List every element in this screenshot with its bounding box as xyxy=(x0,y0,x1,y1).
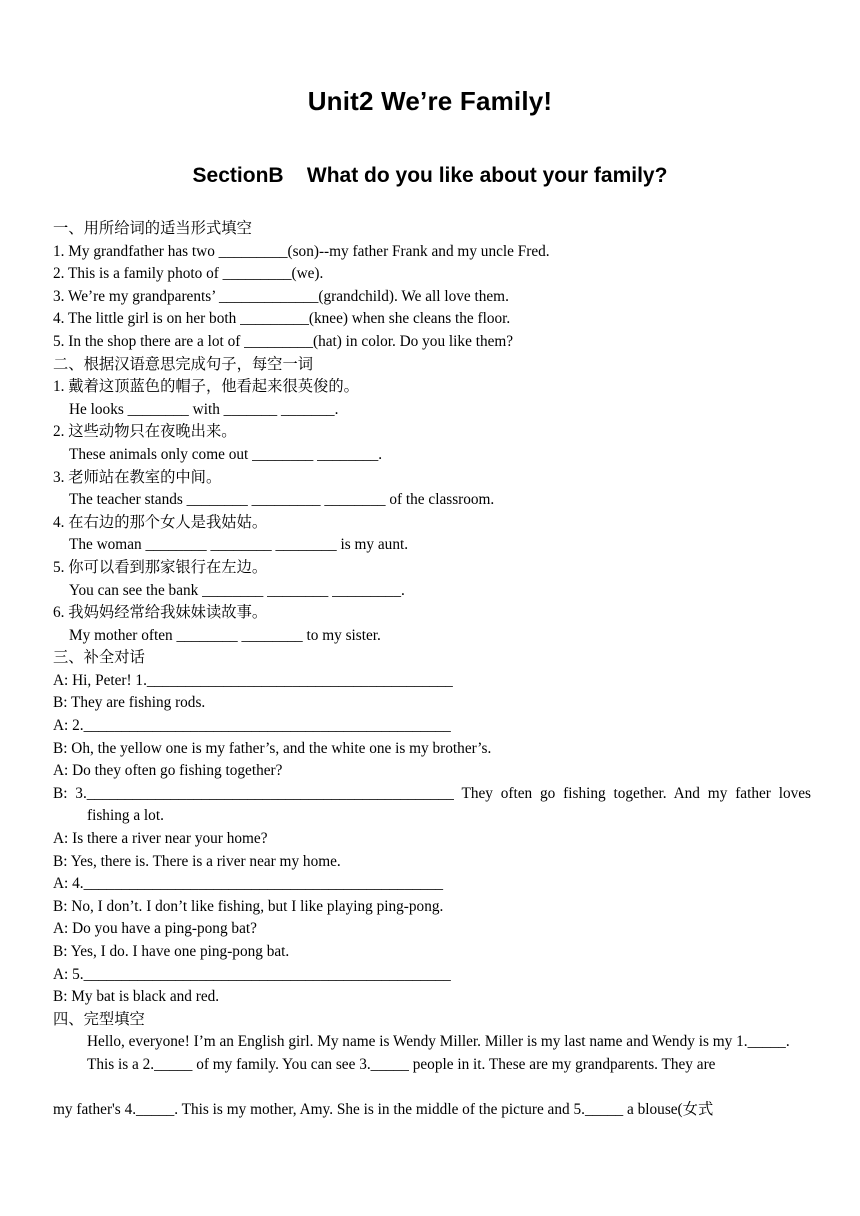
dialogue-line: A: 2.________________________________________________ xyxy=(53,717,451,735)
section1-item: 1. My grandfather has two _________(son)--my father Frank and my uncle Fred. xyxy=(53,242,550,260)
cloze-paragraph: This is a 2._____ of my family. You can see 3._____ people in it. These are my grandparents. They are xyxy=(87,1055,716,1073)
section2-item-cn: 5. 你可以看到那家银行在左边。 xyxy=(53,558,268,576)
dialogue-line: A: Hi, Peter! 1.________________________________________ xyxy=(53,671,453,689)
section2-item-cn: 4. 在右边的那个女人是我姑姑。 xyxy=(53,513,268,531)
section2-item-cn: 3. 老师站在教室的中间。 xyxy=(53,468,222,486)
dialogue-line: B: 3.________________________________________________ They often go fishing together. And my father loves fishing a lot. xyxy=(53,784,811,825)
section1-item: 5. In the shop there are a lot of _________(hat) in color. Do you like them? xyxy=(53,332,514,350)
section2-item-cn: 6. 我妈妈经常给我妹妹读故事。 xyxy=(53,604,268,622)
section4-heading: 四、完型填空 xyxy=(53,1010,145,1028)
dialogue-line: B: They are fishing rods. xyxy=(53,694,206,712)
section3-heading: 三、补全对话 xyxy=(53,649,145,667)
page-subtitle: SectionB What do you like about your family? xyxy=(192,164,668,187)
dialogue-line: B: Oh, the yellow one is my father’s, and the white one is my brother’s. xyxy=(53,739,492,757)
dialogue-line: A: 4._______________________________________________ xyxy=(53,875,444,893)
section1-heading: 一、用所给词的适当形式填空 xyxy=(53,220,252,237)
dialogue-line: B: My bat is black and red. xyxy=(53,988,220,1006)
dialogue-line: A: 5.________________________________________________ xyxy=(53,965,451,983)
section2-item-en: The teacher stands ________ _________ ________ of the classroom. xyxy=(69,491,495,509)
section1-item: 2. This is a family photo of _________(we). xyxy=(53,265,324,283)
cloze-paragraph-continued: my father's 4._____. This is my mother, Amy. She is in the middle of the picture and 5._____ a blouse(女式 xyxy=(53,1101,714,1119)
dialogue-line: B: Yes, there is. There is a river near my home. xyxy=(53,852,341,870)
section2-item-cn: 2. 这些动物只在夜晚出来。 xyxy=(53,423,237,441)
dialogue-line: A: Do you have a ping-pong bat? xyxy=(53,920,257,938)
section2-heading: 二、根据汉语意思完成句子，每空一词 xyxy=(53,355,314,373)
paragraph-gap xyxy=(53,1077,811,1100)
section2-item-cn: 1. 戴着这顶蓝色的帽子，他看起来很英俊的。 xyxy=(53,378,359,396)
section1-item: 3. We’re my grandparents’ _____________(grandchild). We all love them. xyxy=(53,287,509,305)
section2-item-en: My mother often ________ ________ to my sister. xyxy=(69,626,381,644)
section2-item-en: These animals only come out ________ ________. xyxy=(69,445,383,463)
section1-item: 4. The little girl is on her both _________(knee) when she cleans the floor. xyxy=(53,310,511,328)
section2-item-en: The woman ________ ________ ________ is my aunt. xyxy=(69,536,409,554)
dialogue-line: A: Is there a river near your home? xyxy=(53,830,268,848)
dialogue-line: B: Yes, I do. I have one ping-pong bat. xyxy=(53,943,290,960)
page-title: Unit2 We’re Family! xyxy=(307,86,553,116)
section2-item-en: He looks ________ with _______ _______. xyxy=(69,400,339,418)
worksheet-body xyxy=(53,218,811,1122)
dialogue-line: A: Do they often go fishing together? xyxy=(53,762,283,780)
section2-item-en: You can see the bank ________ ________ _________. xyxy=(69,581,405,599)
cloze-paragraph: Hello, everyone! I’m an English girl. My name is Wendy Miller. Miller is my last name and Wendy is my 1._____. xyxy=(87,1033,790,1051)
dialogue-line: B: No, I don’t. I don’t like fishing, but I like playing ping-pong. xyxy=(53,897,444,915)
